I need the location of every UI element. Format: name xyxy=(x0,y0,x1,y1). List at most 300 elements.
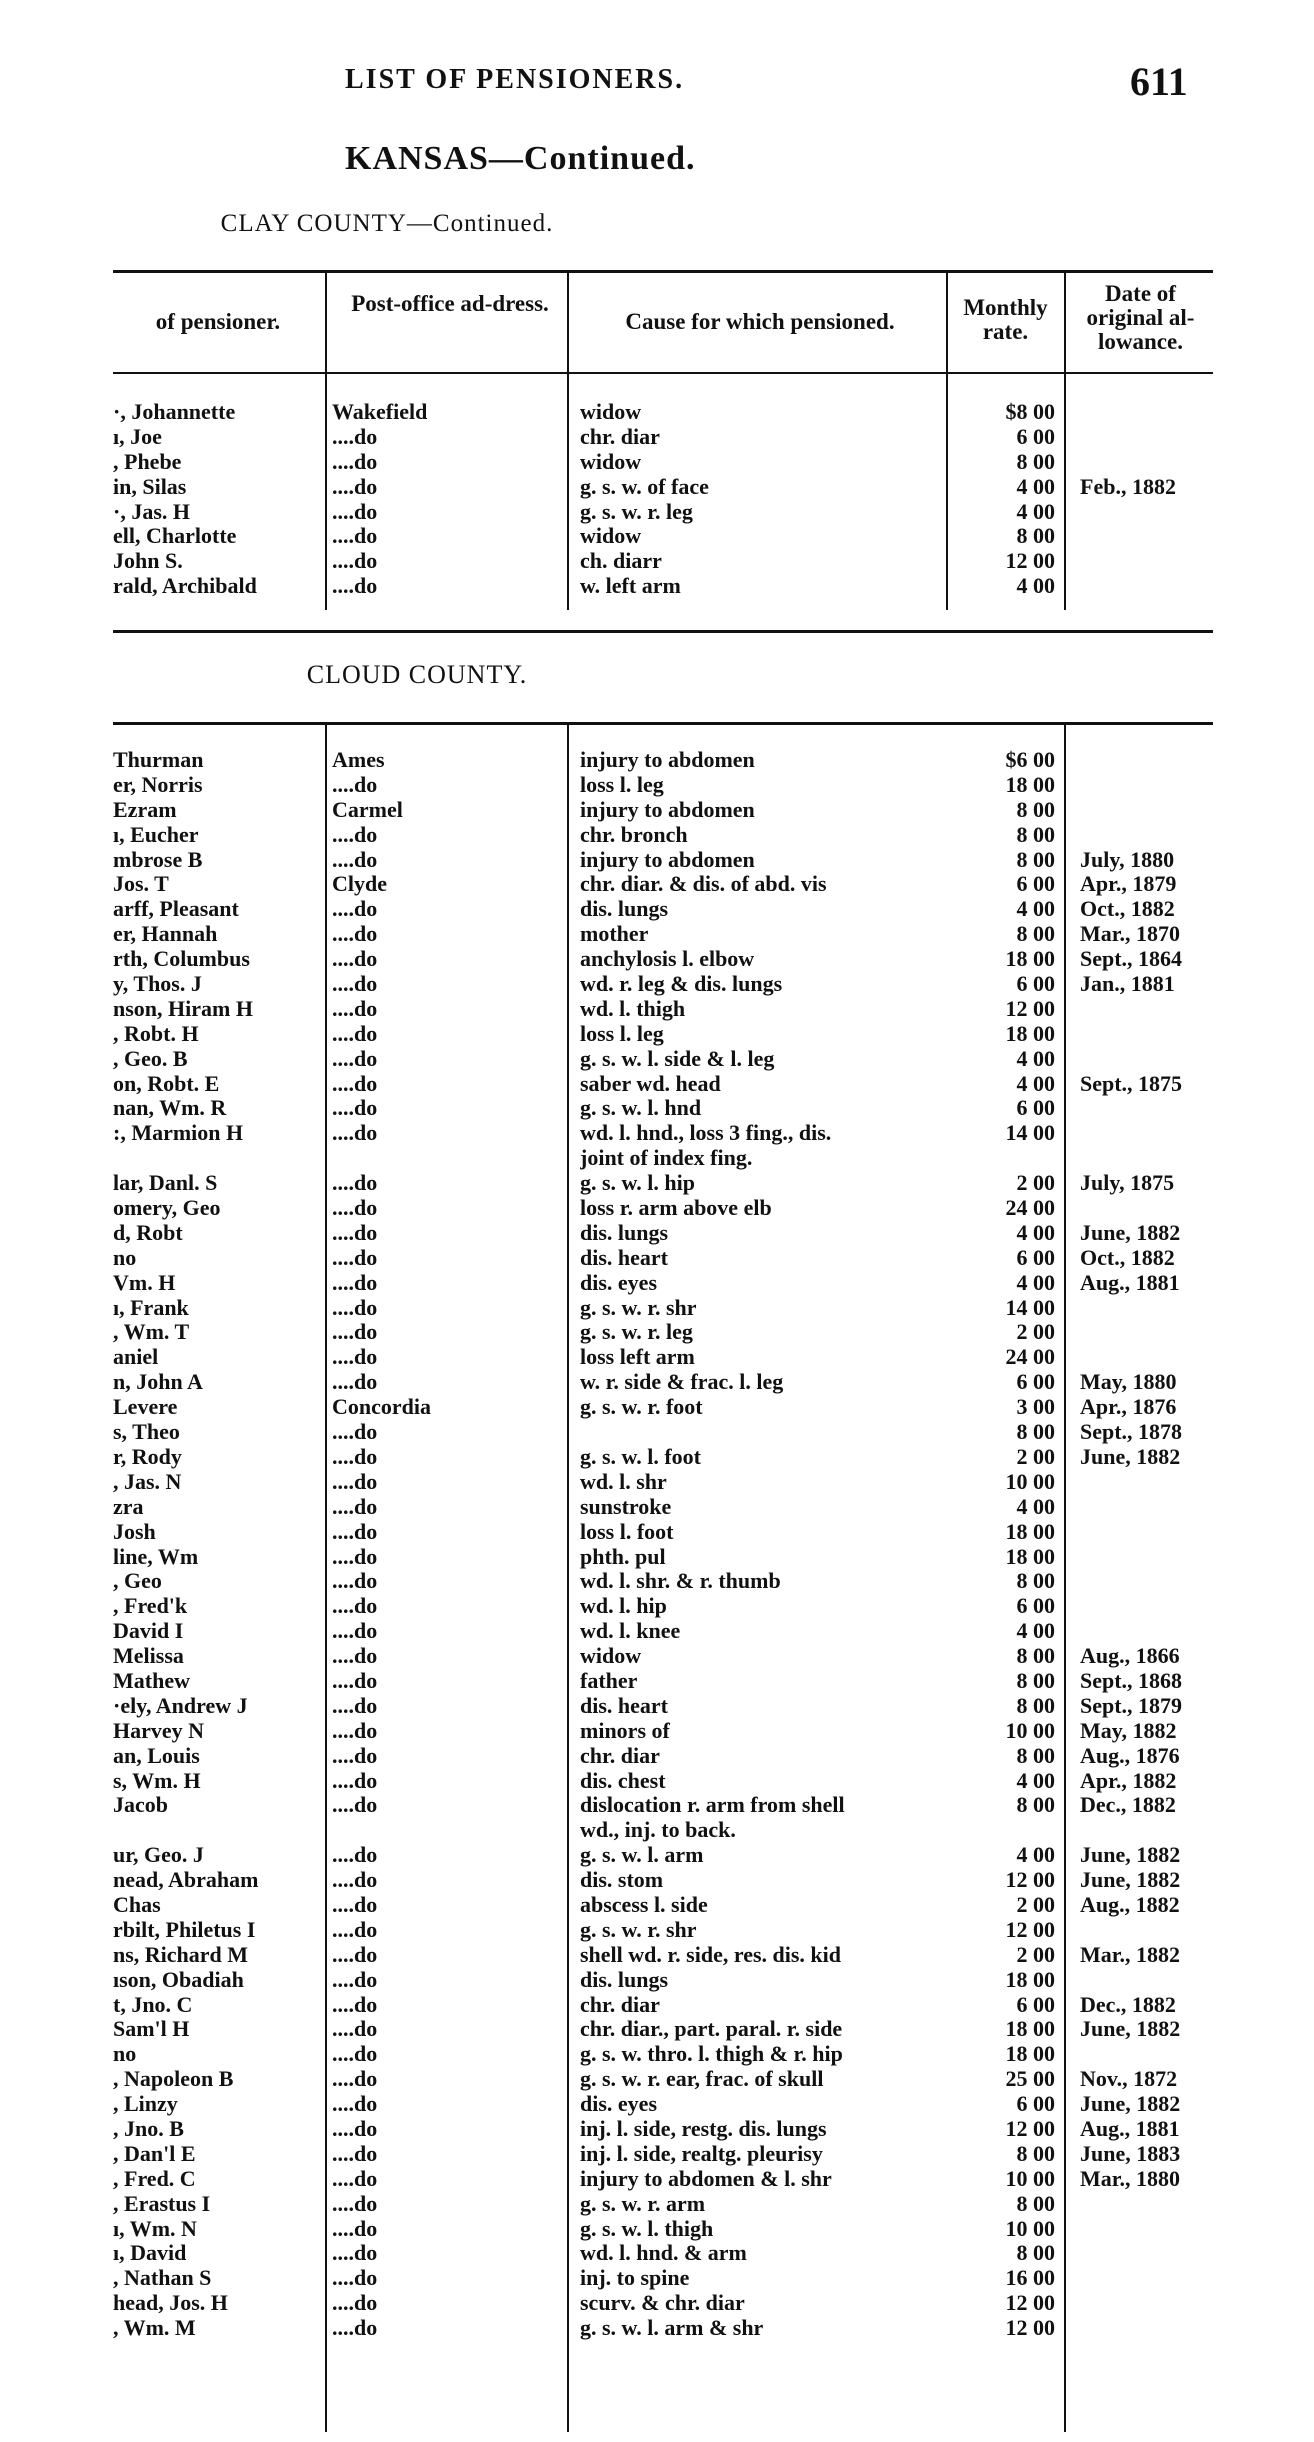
cause-cell: sunstroke xyxy=(580,1494,672,1519)
allowance-date-cell: July, 1880 xyxy=(1080,847,1175,872)
post-office-cell: ....do xyxy=(332,947,378,972)
cause-cell: minors of xyxy=(580,1718,670,1743)
table-row xyxy=(0,1345,1314,1370)
cause-cell: loss l. leg xyxy=(580,772,664,797)
monthly-rate-cell: 12 00 xyxy=(1005,2291,1055,2316)
pensioner-name-cell: arff, Pleasant xyxy=(113,897,239,922)
cause-cell: injury to abdomen xyxy=(580,797,755,822)
section-heading-cloud: CLOUD COUNTY. xyxy=(306,660,528,689)
cause-cell: g. s. w. l. hip xyxy=(580,1171,695,1196)
monthly-rate-cell: 8 00 xyxy=(1016,1743,1055,1768)
table-row xyxy=(0,1868,1314,1893)
table-row xyxy=(0,748,1314,773)
cause-cell: saber wd. head xyxy=(580,1071,721,1096)
allowance-date-cell: Aug., 1882 xyxy=(1080,1892,1180,1917)
table-row xyxy=(0,922,1314,947)
monthly-rate-cell: 6 00 xyxy=(1016,1245,1055,1270)
running-head-title: LIST OF PENSIONERS. xyxy=(345,64,685,95)
post-office-cell: ....do xyxy=(332,1892,378,1917)
post-office-cell: ....do xyxy=(332,772,378,797)
table-row xyxy=(0,1569,1314,1594)
cause-cell: inj. l. side, restg. dis. lungs xyxy=(580,2116,827,2141)
post-office-cell: ....do xyxy=(332,549,378,574)
table-row xyxy=(0,1096,1314,1121)
post-office-cell: ....do xyxy=(332,1121,378,1146)
post-office-cell: ....do xyxy=(332,1046,378,1071)
pensioner-name-cell: , Nathan S xyxy=(113,2266,212,2291)
monthly-rate-cell: 4 00 xyxy=(1016,1843,1055,1868)
allowance-date-cell: Nov., 1872 xyxy=(1080,2067,1178,2092)
col-header-name: of pensioner. xyxy=(155,309,281,334)
allowance-date-cell: Aug., 1876 xyxy=(1080,1743,1180,1768)
pensioner-name-cell: , Dan'l E xyxy=(113,2141,196,2166)
table-row xyxy=(0,500,1314,525)
pensioner-name-cell: rbilt, Philetus I xyxy=(113,1917,256,1942)
monthly-rate-cell: 4 00 xyxy=(1016,1071,1055,1096)
pensioner-name-cell: ı, Joe xyxy=(113,424,162,449)
post-office-cell: ....do xyxy=(332,1668,378,1693)
table-row xyxy=(0,1022,1314,1047)
monthly-rate-cell: 2 00 xyxy=(1016,1444,1055,1469)
monthly-rate-cell: 6 00 xyxy=(1016,972,1055,997)
post-office-cell: ....do xyxy=(332,1370,378,1395)
cause-cell: wd. l. hnd., loss 3 fing., dis. xyxy=(580,1121,832,1146)
post-office-cell: ....do xyxy=(332,2291,378,2316)
post-office-cell: ....do xyxy=(332,1171,378,1196)
post-office-cell: ....do xyxy=(332,1544,378,1569)
post-office-cell: Concordia xyxy=(332,1395,431,1420)
cause-cell: ch. diarr xyxy=(580,549,662,574)
table-row xyxy=(0,1694,1314,1719)
pensioner-name-cell: , Napoleon B xyxy=(113,2067,234,2092)
table-row xyxy=(0,1644,1314,1669)
monthly-rate-cell: 18 00 xyxy=(1005,1544,1055,1569)
table-row xyxy=(0,1296,1314,1321)
cloud-county-rows xyxy=(0,748,1314,2341)
allowance-date-cell: May, 1882 xyxy=(1080,1718,1177,1743)
table-row xyxy=(0,1843,1314,1868)
post-office-cell: ....do xyxy=(332,524,378,549)
post-office-cell: ....do xyxy=(332,474,378,499)
post-office-cell: ....do xyxy=(332,1743,378,1768)
monthly-rate-cell: 4 00 xyxy=(1016,1220,1055,1245)
pensioner-name-cell: Melissa xyxy=(113,1644,184,1669)
cause-cell: dis. heart xyxy=(580,1693,668,1718)
post-office-cell: ....do xyxy=(332,1967,378,1992)
cause-cell: chr. diar xyxy=(580,424,660,449)
table-row xyxy=(0,1320,1314,1345)
allowance-date-cell: Oct., 1882 xyxy=(1080,897,1175,922)
cause-cell: w. r. side & frac. l. leg xyxy=(580,1370,784,1395)
cause-cell: w. left arm xyxy=(580,574,681,599)
table-row xyxy=(0,1744,1314,1769)
cause-cell: injury to abdomen & l. shr xyxy=(580,2166,832,2191)
pensioner-name-cell: , Robt. H xyxy=(113,1021,199,1046)
section-heading-clay: CLAY COUNTY—Continued. xyxy=(220,210,554,237)
cause-cell: phth. pul xyxy=(580,1544,666,1569)
pensioner-name-cell: John S. xyxy=(113,549,183,574)
table-row xyxy=(0,400,1314,425)
table-row xyxy=(0,798,1314,823)
pensioner-name-cell: Ezram xyxy=(113,797,177,822)
pensioner-name-cell: ı, Frank xyxy=(113,1295,189,1320)
allowance-date-cell: June, 1882 xyxy=(1080,1843,1181,1868)
header-bottom-rule xyxy=(113,372,1213,374)
post-office-cell: ....do xyxy=(332,2216,378,2241)
monthly-rate-cell: 8 00 xyxy=(1016,2141,1055,2166)
pensioner-name-cell: Mathew xyxy=(113,1668,190,1693)
table-row xyxy=(0,1993,1314,2018)
post-office-cell: Ames xyxy=(332,748,385,772)
monthly-rate-cell: 8 00 xyxy=(1016,2241,1055,2266)
table-row xyxy=(0,450,1314,475)
table-row xyxy=(0,1495,1314,1520)
table-row xyxy=(0,1171,1314,1196)
post-office-cell: ....do xyxy=(332,1071,378,1096)
monthly-rate-cell: 8 00 xyxy=(1016,524,1055,549)
pensioner-name-cell: , Wm. T xyxy=(113,1320,190,1345)
monthly-rate-cell: 8 00 xyxy=(1016,1420,1055,1445)
post-office-cell: ....do xyxy=(332,2241,378,2266)
table-row xyxy=(0,2217,1314,2242)
monthly-rate-cell: 18 00 xyxy=(1005,947,1055,972)
monthly-rate-cell: 4 00 xyxy=(1016,574,1055,599)
cause-cell: wd. l. hnd. & arm xyxy=(580,2241,747,2266)
pensioner-name-cell: ı, Eucher xyxy=(113,822,199,847)
table-row xyxy=(0,1893,1314,1918)
monthly-rate-cell: 6 00 xyxy=(1016,2092,1055,2117)
post-office-cell: ....do xyxy=(332,1270,378,1295)
cause-cell: g. s. w. l. hnd xyxy=(580,1096,702,1121)
post-office-cell: ....do xyxy=(332,499,378,524)
pensioner-name-cell: lar, Danl. S xyxy=(113,1171,218,1196)
post-office-cell: ....do xyxy=(332,1843,378,1868)
pensioner-name-cell: Vm. H xyxy=(113,1270,176,1295)
pensioner-name-cell: :, Marmion H xyxy=(113,1121,244,1146)
post-office-cell: ....do xyxy=(332,2042,378,2067)
pensioner-name-cell: rth, Columbus xyxy=(113,947,250,972)
pensioner-name-cell: r, Rody xyxy=(113,1444,182,1469)
cause-cell: loss left arm xyxy=(580,1345,695,1370)
cause-cell: g. s. w. r. leg xyxy=(580,1320,693,1345)
monthly-rate-cell: 6 00 xyxy=(1016,1096,1055,1121)
cause-cell: wd., inj. to back. xyxy=(580,1818,736,1843)
monthly-rate-cell: 6 00 xyxy=(1016,424,1055,449)
pensioner-name-cell: zra xyxy=(113,1494,144,1519)
pensioner-name-cell: ı, David xyxy=(113,2241,187,2266)
pensioner-name-cell: , Erastus I xyxy=(113,2191,211,2216)
monthly-rate-cell: 4 00 xyxy=(1016,1768,1055,1793)
cause-cell: g. s. w. l. side & l. leg xyxy=(580,1046,775,1071)
pensioner-name-cell: Harvey N xyxy=(113,1718,205,1743)
state-title: KANSAS—Continued. xyxy=(345,140,696,177)
pensioner-name-cell: no xyxy=(113,1245,137,1270)
cause-cell: loss r. arm above elb xyxy=(580,1196,772,1221)
pensioner-name-cell: , Jno. B xyxy=(113,2116,184,2141)
allowance-date-cell: Oct., 1882 xyxy=(1080,1245,1175,1270)
pensioner-name-cell: , Fred'k xyxy=(113,1594,188,1619)
cause-cell: dis. lungs xyxy=(580,897,669,922)
cause-cell: g. s. w. r. leg xyxy=(580,499,693,524)
cause-cell: widow xyxy=(580,449,642,474)
table-row xyxy=(0,1146,1314,1171)
monthly-rate-cell: 16 00 xyxy=(1005,2266,1055,2291)
cause-cell: inj. l. side, realtg. pleurisy xyxy=(580,2141,823,2166)
table-row xyxy=(0,2291,1314,2316)
post-office-cell: ....do xyxy=(332,1196,378,1221)
pensioner-name-cell: Sam'l H xyxy=(113,2017,190,2042)
pensioner-name-cell: , Jas. N xyxy=(113,1469,182,1494)
allowance-date-cell: July, 1875 xyxy=(1080,1171,1175,1196)
post-office-cell: ....do xyxy=(332,1594,378,1619)
cause-cell: wd. r. leg & dis. lungs xyxy=(580,972,783,997)
clay-county-rows xyxy=(0,400,1314,599)
allowance-date-cell: Aug., 1881 xyxy=(1080,1270,1180,1295)
pensioner-name-cell: omery, Geo xyxy=(113,1196,221,1221)
allowance-date-cell: May, 1880 xyxy=(1080,1370,1177,1395)
pensioner-name-cell: er, Hannah xyxy=(113,922,218,947)
cause-cell: widow xyxy=(580,524,642,549)
table-row xyxy=(0,2017,1314,2042)
monthly-rate-cell: 8 00 xyxy=(1016,1644,1055,1669)
allowance-date-cell: Dec., 1882 xyxy=(1080,1793,1176,1818)
pensioner-name-cell: , Wm. M xyxy=(113,2316,196,2341)
cause-cell: g. s. w. r. arm xyxy=(580,2191,706,2216)
table-row xyxy=(0,1196,1314,1221)
monthly-rate-cell: 10 00 xyxy=(1005,1469,1055,1494)
monthly-rate-cell: 3 00 xyxy=(1016,1395,1055,1420)
monthly-rate-cell: 12 00 xyxy=(1005,2316,1055,2341)
table-top-rule xyxy=(113,270,1213,273)
allowance-date-cell: Apr., 1879 xyxy=(1080,872,1177,897)
cause-cell: g. s. w. r. shr xyxy=(580,1295,697,1320)
monthly-rate-cell: 6 00 xyxy=(1016,1992,1055,2017)
monthly-rate-cell: 18 00 xyxy=(1005,2017,1055,2042)
post-office-cell: ....do xyxy=(332,1494,378,1519)
cause-cell: abscess l. side xyxy=(580,1892,708,1917)
table-row xyxy=(0,997,1314,1022)
table-row xyxy=(0,1520,1314,1545)
allowance-date-cell: Sept., 1879 xyxy=(1080,1693,1183,1718)
monthly-rate-cell: 4 00 xyxy=(1016,1046,1055,1071)
cause-cell: g. s. w. r. shr xyxy=(580,1917,697,1942)
pensioner-name-cell: , Fred. C xyxy=(113,2166,196,2191)
monthly-rate-cell: 12 00 xyxy=(1005,2116,1055,2141)
table-row xyxy=(0,2241,1314,2266)
pensioner-name-cell: Chas xyxy=(113,1892,161,1917)
allowance-date-cell: Apr., 1876 xyxy=(1080,1395,1177,1420)
monthly-rate-cell: 18 00 xyxy=(1005,2042,1055,2067)
post-office-cell: ....do xyxy=(332,1644,378,1669)
allowance-date-cell: Jan., 1881 xyxy=(1080,972,1175,997)
cause-cell: shell wd. r. side, res. dis. kid xyxy=(580,1942,842,1967)
post-office-cell: ....do xyxy=(332,1295,378,1320)
pensioner-name-cell: an, Louis xyxy=(113,1743,200,1768)
post-office-cell: Carmel xyxy=(332,797,403,822)
allowance-date-cell: June, 1882 xyxy=(1080,2092,1181,2117)
cause-cell: anchylosis l. elbow xyxy=(580,947,755,972)
cause-cell: dis. stom xyxy=(580,1868,664,1893)
monthly-rate-cell: 8 00 xyxy=(1016,1668,1055,1693)
cause-cell: wd. l. shr. & r. thumb xyxy=(580,1569,781,1594)
pensioner-name-cell: s, Theo xyxy=(113,1420,180,1445)
allowance-date-cell: Sept., 1864 xyxy=(1080,947,1183,972)
table-row xyxy=(0,2316,1314,2341)
table-row xyxy=(0,1594,1314,1619)
table-row xyxy=(0,1047,1314,1072)
post-office-cell: ....do xyxy=(332,1469,378,1494)
table-row xyxy=(0,1246,1314,1271)
allowance-date-cell: Mar., 1880 xyxy=(1080,2166,1181,2191)
pensioner-name-cell: nan, Wm. R xyxy=(113,1096,227,1121)
monthly-rate-cell: 18 00 xyxy=(1005,1967,1055,1992)
cause-cell: joint of index fing. xyxy=(580,1146,753,1171)
pensioner-name-cell: nead, Abraham xyxy=(113,1868,259,1893)
monthly-rate-cell: 12 00 xyxy=(1005,1868,1055,1893)
col-header-cause: Cause for which pensioned. xyxy=(625,309,895,334)
table-row xyxy=(0,475,1314,500)
post-office-cell: ....do xyxy=(332,2266,378,2291)
monthly-rate-cell: 18 00 xyxy=(1005,1519,1055,1544)
cause-cell: dis. eyes xyxy=(580,2092,657,2117)
monthly-rate-cell: $6 00 xyxy=(1005,748,1055,772)
section-rule xyxy=(113,722,1213,725)
pensioner-name-cell: s, Wm. H xyxy=(113,1768,201,1793)
monthly-rate-cell: 14 00 xyxy=(1005,1295,1055,1320)
cause-cell: loss l. leg xyxy=(580,1021,664,1046)
table-row xyxy=(0,1545,1314,1570)
monthly-rate-cell: 4 00 xyxy=(1016,499,1055,524)
allowance-date-cell: June, 1882 xyxy=(1080,1868,1181,1893)
table-row xyxy=(0,2042,1314,2067)
table-row xyxy=(0,1445,1314,1470)
table-row xyxy=(0,1769,1314,1794)
table-row xyxy=(0,2192,1314,2217)
table-row xyxy=(0,2067,1314,2092)
monthly-rate-cell: 12 00 xyxy=(1005,996,1055,1021)
post-office-cell: ....do xyxy=(332,1992,378,2017)
cause-cell: widow xyxy=(580,400,642,424)
pensioner-name-cell: line, Wm xyxy=(113,1544,199,1569)
monthly-rate-cell: 4 00 xyxy=(1016,1270,1055,1295)
monthly-rate-cell: 8 00 xyxy=(1016,449,1055,474)
cause-cell: chr. diar xyxy=(580,1992,660,2017)
post-office-cell: ....do xyxy=(332,2017,378,2042)
post-office-cell: ....do xyxy=(332,897,378,922)
post-office-cell: ....do xyxy=(332,1569,378,1594)
table-row xyxy=(0,425,1314,450)
post-office-cell: ....do xyxy=(332,424,378,449)
monthly-rate-cell: 6 00 xyxy=(1016,872,1055,897)
post-office-cell: ....do xyxy=(332,1220,378,1245)
allowance-date-cell: Mar., 1870 xyxy=(1080,922,1181,947)
cause-cell: chr. diar., part. paral. r. side xyxy=(580,2017,843,2042)
post-office-cell: ....do xyxy=(332,1420,378,1445)
post-office-cell: ....do xyxy=(332,922,378,947)
table-row xyxy=(0,549,1314,574)
post-office-cell: ....do xyxy=(332,2067,378,2092)
table-row xyxy=(0,2266,1314,2291)
monthly-rate-cell: 2 00 xyxy=(1016,1942,1055,1967)
pensioner-name-cell: , Geo xyxy=(113,1569,162,1594)
post-office-cell: ....do xyxy=(332,1693,378,1718)
monthly-rate-cell: 2 00 xyxy=(1016,1892,1055,1917)
cause-cell: loss l. foot xyxy=(580,1519,674,1544)
cause-cell: chr. bronch xyxy=(580,822,688,847)
table-row xyxy=(0,947,1314,972)
post-office-cell: ....do xyxy=(332,1519,378,1544)
pensioner-name-cell: Jos. T xyxy=(113,872,169,897)
monthly-rate-cell: 8 00 xyxy=(1016,1693,1055,1718)
cause-cell: mother xyxy=(580,922,649,947)
post-office-cell: ....do xyxy=(332,2166,378,2191)
post-office-cell: ....do xyxy=(332,1942,378,1967)
cause-cell: dis. heart xyxy=(580,1245,668,1270)
monthly-rate-cell: 12 00 xyxy=(1005,1917,1055,1942)
monthly-rate-cell: 10 00 xyxy=(1005,1718,1055,1743)
pensioner-name-cell: , Linzy xyxy=(113,2092,178,2117)
allowance-date-cell: June, 1883 xyxy=(1080,2141,1181,2166)
cause-cell: dis. lungs xyxy=(580,1220,669,1245)
cause-cell: wd. l. hip xyxy=(580,1594,667,1619)
table-row xyxy=(0,1470,1314,1495)
table-row xyxy=(0,2167,1314,2192)
table-row xyxy=(0,1793,1314,1818)
col-header-rate: Monthly rate. xyxy=(963,295,1048,344)
monthly-rate-cell: 14 00 xyxy=(1005,1121,1055,1146)
table-row xyxy=(0,1395,1314,1420)
table-row xyxy=(0,897,1314,922)
post-office-cell: ....do xyxy=(332,2116,378,2141)
cause-cell: wd. l. knee xyxy=(580,1619,681,1644)
cause-cell: scurv. & chr. diar xyxy=(580,2291,745,2316)
monthly-rate-cell: 24 00 xyxy=(1005,1196,1055,1221)
allowance-date-cell: Aug., 1866 xyxy=(1080,1644,1180,1669)
post-office-cell: ....do xyxy=(332,449,378,474)
monthly-rate-cell: 24 00 xyxy=(1005,1345,1055,1370)
post-office-cell: ....do xyxy=(332,996,378,1021)
cause-cell: dis. eyes xyxy=(580,1270,657,1295)
monthly-rate-cell: 18 00 xyxy=(1005,1021,1055,1046)
allowance-date-cell: Mar., 1882 xyxy=(1080,1942,1181,1967)
post-office-cell: ....do xyxy=(332,1768,378,1793)
post-office-cell: ....do xyxy=(332,1718,378,1743)
pensioner-name-cell: ell, Charlotte xyxy=(113,524,237,549)
post-office-cell: ....do xyxy=(332,2316,378,2341)
table-row xyxy=(0,872,1314,897)
pensioner-name-cell: nson, Hiram H xyxy=(113,996,253,1021)
pensioner-name-cell: Josh xyxy=(113,1519,156,1544)
post-office-cell: ....do xyxy=(332,1320,378,1345)
post-office-cell: ....do xyxy=(332,1917,378,1942)
post-office-cell: ....do xyxy=(332,574,378,599)
allowance-date-cell: June, 1882 xyxy=(1080,2017,1181,2042)
monthly-rate-cell: 4 00 xyxy=(1016,1494,1055,1519)
monthly-rate-cell: 6 00 xyxy=(1016,1594,1055,1619)
table-row xyxy=(0,1370,1314,1395)
pensioner-name-cell: ıson, Obadiah xyxy=(113,1967,244,1992)
col-header-post-office: Post-office ad-dress. xyxy=(351,291,549,316)
pensioner-name-cell: ur, Geo. J xyxy=(113,1843,204,1868)
monthly-rate-cell: 10 00 xyxy=(1005,2216,1055,2241)
pensioner-name-cell: , Geo. B xyxy=(113,1046,188,1071)
pensioner-name-cell: ·, Johannette xyxy=(113,400,236,424)
cause-cell: dis. lungs xyxy=(580,1967,669,1992)
table-row xyxy=(0,1918,1314,1943)
pensioner-name-cell: head, Jos. H xyxy=(113,2291,228,2316)
cause-cell: g. s. w. l. arm & shr xyxy=(580,2316,764,2341)
table-row xyxy=(0,1943,1314,1968)
